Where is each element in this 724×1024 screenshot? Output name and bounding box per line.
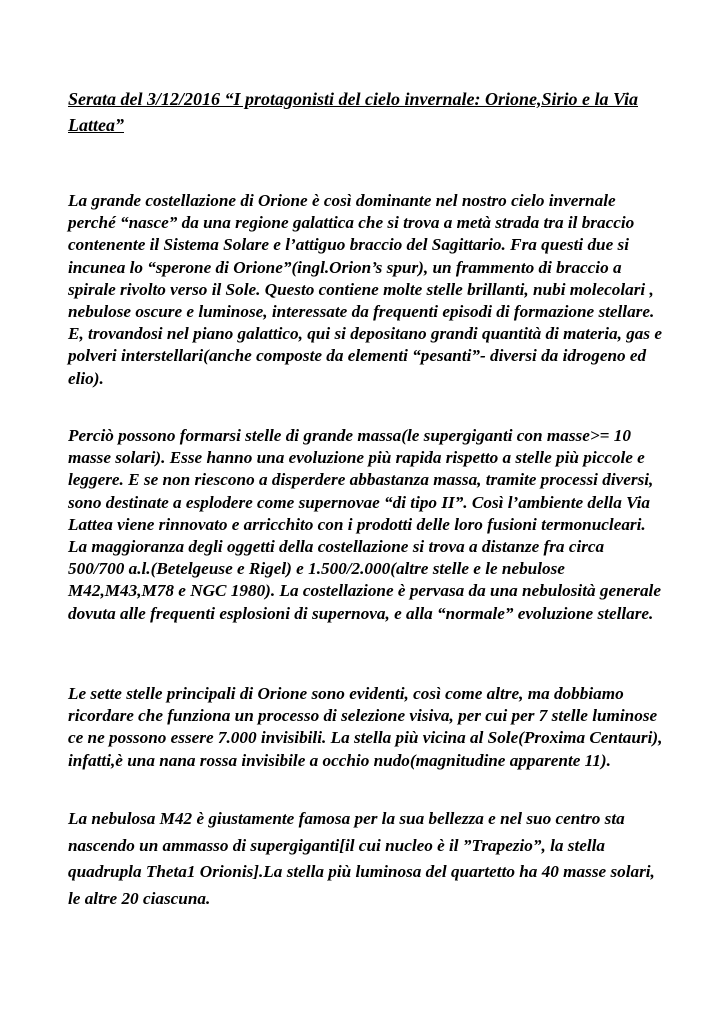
document-title: Serata del 3/12/2016 “I protagonisti del cielo invernale: Orione,Sirio e la Via Lattea”: [68, 89, 639, 135]
paragraph-supergiants: Perciò possono formarsi stelle di grande massa(le supergiganti con masse>= 10 masse solari). Esse hanno una evoluzione più rapida rispetto a stelle più piccole e leggere. E se non riescono a disperdere abbastanza massa, tramite processi diversi, sono destinate a esplodere come supernovae “di tipo II”. Così l’ambiente della Via Lattea viene rinnovato e arricchito con i prodotti delle loro fusioni termonucleari. La maggioranza degli oggetti della costellazione si trova a distanze fra circa 500/700 a.l.(Betelgeuse e Rigel) e 1.500/2.000(altre stelle e le nebulose M42,M43,M78 e NGC 1980). La costellazione è pervasa da una nebulosità generale dovuta alle frequenti esplosioni di supernova, e alla “normale” evoluzione stellare.: [68, 426, 661, 623]
paragraph-m42-nebula: La nebulosa M42 è giustamente famosa per la sua bellezza e nel suo centro sta nascendo un ammasso di supergiganti[il cui nucleo è il ”Trapezio”, la stella quadrupla Theta1 Orionis].La stella più luminosa del quartetto ha 40 masse solari, le altre 20 ciascuna.: [68, 809, 655, 908]
paragraph-seven-stars: Le sette stelle principali di Orione sono evidenti, così come altre, ma dobbiamo ricordare che funziona un processo di selezione visiva, per cui per 7 stelle luminose ce ne possono essere 7.000 invisibili. La stella più vicina al Sole(Proxima Centauri), infatti,è una nana rossa invisibile a occhio nudo(magnitudine apparente 11).: [68, 684, 663, 770]
paragraph-orion-region: La grande costellazione di Orione è così dominante nel nostro cielo invernale perché “nasce” da una regione galattica che si trova a metà strada tra il braccio contenente il Sistema Solare e l’attiguo braccio del Sagittario. Fra questi due si incunea lo “sperone di Orione”(ingl.Orion’s spur), un frammento di braccio a spirale rivolto verso il Sole. Questo contiene molte stelle brillanti, nubi molecolari , nebulose oscure e luminose, interessate da frequenti episodi di formazione stellare. E, trovandosi nel piano galattico, qui si depositano grandi quantità di materia, gas e polveri interstellari(anche composte da elementi “pesanti”- diversi da idrogeno ed elio).: [68, 191, 663, 388]
